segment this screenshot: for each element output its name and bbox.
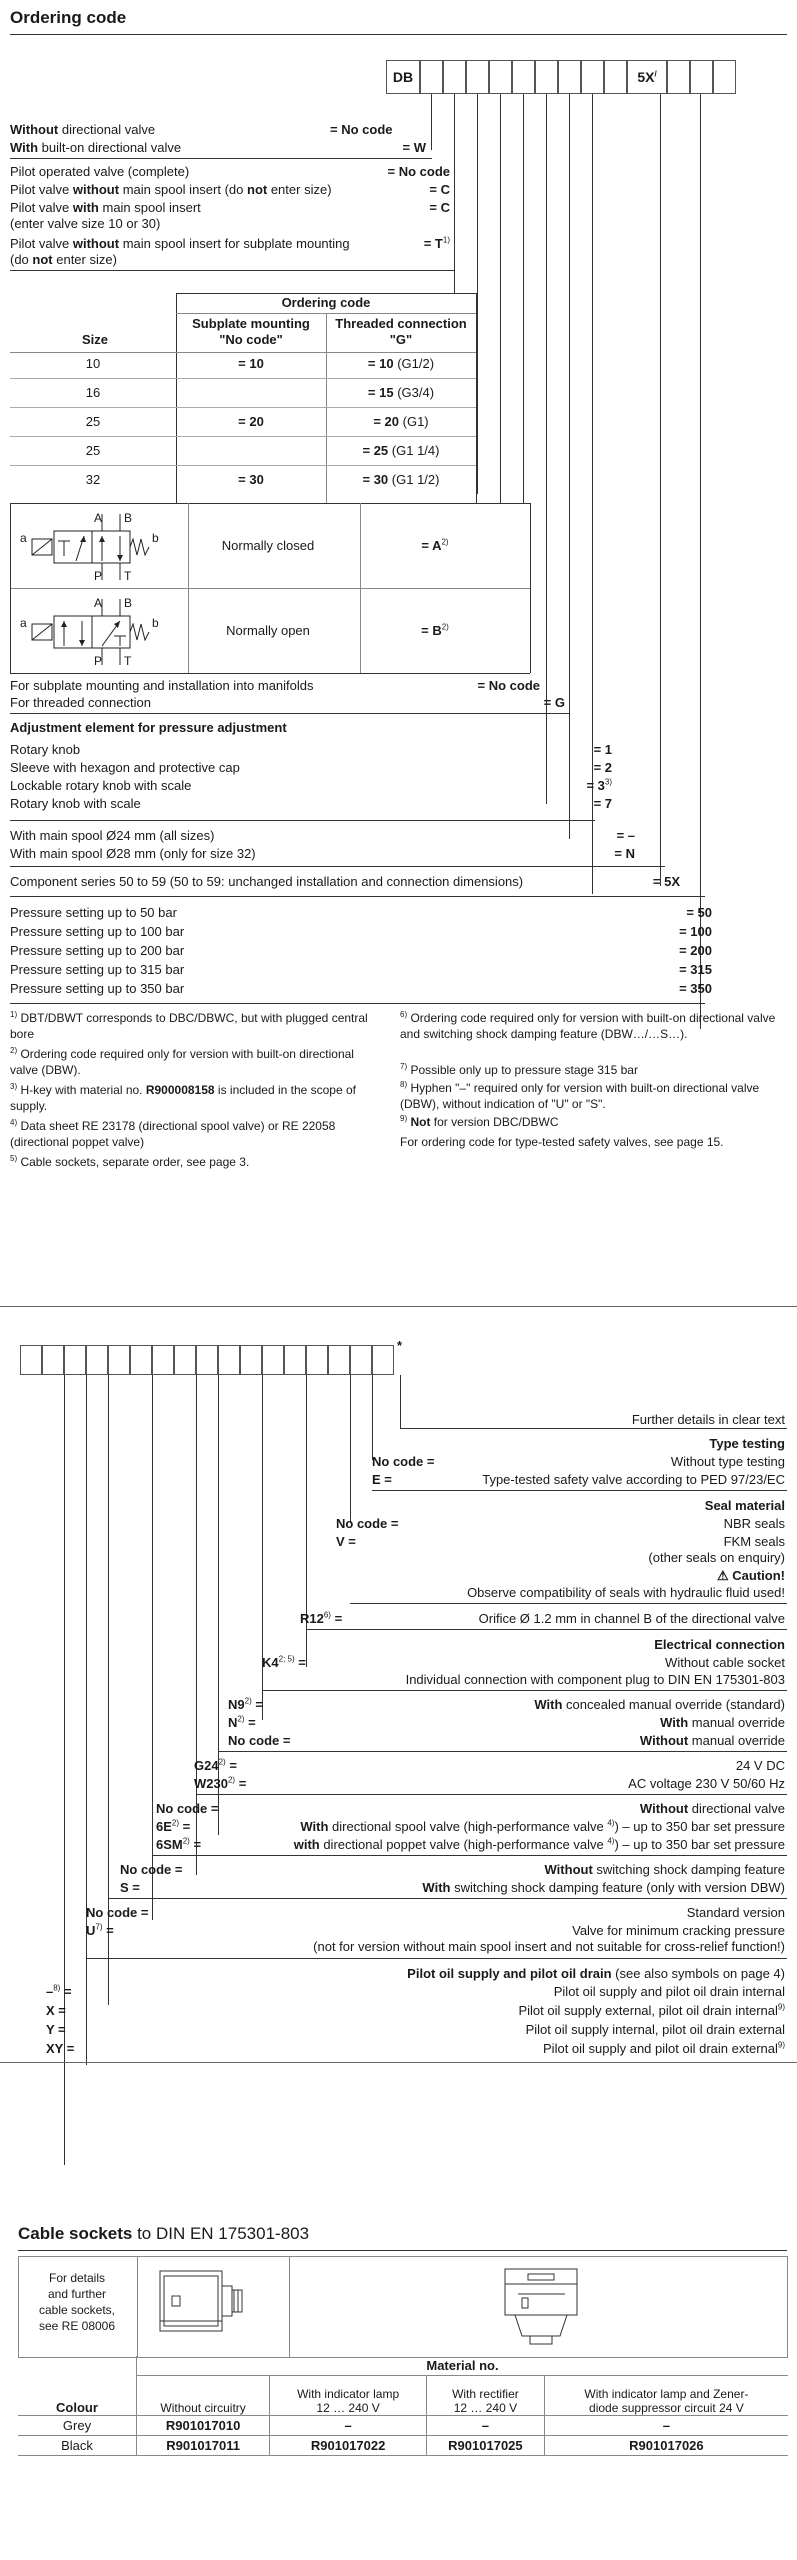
nc-side-a: a [20, 531, 27, 545]
dv-with-code: = W [402, 140, 426, 155]
code-box [262, 1345, 284, 1375]
pilot-oil-val: Pilot oil supply and pilot oil drain internal [553, 1984, 785, 1999]
pilot-without-insert-code: = C [429, 182, 450, 197]
footnote: $^{1)}$ DBT/DBWT corresponds to DBC/DBWC, but with plugged central bore [10, 1010, 368, 1041]
title-rule [10, 34, 787, 35]
pilot-subplate-code: = $T^{1)}$ [423, 235, 450, 251]
no-side-a: a [20, 616, 27, 630]
nc-label: Normally closed [221, 538, 315, 553]
threaded-cell: = 30 (G1 1/2) [362, 472, 440, 487]
pressure-code: = 200 [679, 943, 712, 958]
pilot-oil-key: Y = [46, 2022, 66, 2037]
code-box [350, 1345, 372, 1375]
code-box [20, 1345, 42, 1375]
cable-details-4: see RE 08006 [38, 2319, 116, 2333]
seal-title: Seal material [704, 1498, 785, 1513]
cable-details-3: cable sockets, [38, 2303, 116, 2317]
threaded-cell: = 25 (G1 1/4) [362, 443, 440, 458]
mounting-threaded-label: For threaded connection [10, 695, 151, 710]
cell-material: R901017011 [137, 2436, 270, 2456]
pilot-oil-title: Pilot oil supply and pilot oil drain (see also symbols on page 4) [407, 1966, 785, 1981]
cell-colour: Grey [18, 2416, 137, 2436]
row-divider [10, 378, 476, 379]
row-divider [10, 407, 476, 408]
footnote: $^{9)}$ Not for version DBC/DBWC [400, 1114, 559, 1129]
footnote: For ordering code for type-tested safety valves, see page 15. [400, 1135, 724, 1149]
footnote: $^{8)}$ Hyphen "–" required only for version with built-on directional valve (DBW), without indication of "U" or "S". [400, 1080, 760, 1111]
code-box [284, 1345, 306, 1375]
series-code: = 5X [652, 874, 680, 889]
orifice-key: $R12^{6)}$ = [300, 1610, 343, 1626]
threaded-cell: = 10 (G1/2) [367, 356, 435, 371]
pressure-label: Pressure setting up to 315 bar [10, 962, 185, 977]
pilot-size-note: (enter valve size 10 or 30) [10, 216, 161, 231]
nc-code: = $A^{2)}$ [421, 537, 449, 553]
pilot-subplate-note: (do not enter size) [10, 252, 117, 267]
table-row [18, 2416, 788, 2436]
dv-without-label: Without directional valve [10, 122, 156, 137]
code-box [667, 60, 690, 94]
code-box [218, 1345, 240, 1375]
size-cell: 10 [85, 356, 101, 371]
series-label: Component series 50 to 59 (50 to 59: unchanged installation and connection dimensions) [10, 874, 524, 889]
table-row [18, 2436, 788, 2456]
dv-6sm-key: $6SM^{2)}$ = [156, 1836, 202, 1852]
col-subplate-2: "No code" [219, 332, 283, 347]
cracking-nocode-val: Standard version [686, 1905, 785, 1920]
cable-socket-side-drawing [150, 2266, 270, 2346]
section-title-ordering-code: Ordering code [10, 8, 127, 27]
cell-material: R901017010 [137, 2416, 270, 2436]
warning-icon: ⚠ [717, 1568, 729, 1583]
cable-details-2: and further [47, 2287, 107, 2301]
mounting-subplate-label: For subplate mounting and installation into manifolds [10, 678, 314, 693]
dv-without-code: = No code [330, 122, 393, 137]
code-box [240, 1345, 262, 1375]
col-header-4: With indicator lamp and Zener- diode suppressor circuit 24 V [544, 2376, 788, 2416]
cable-details-1: For details [48, 2271, 106, 2285]
pressure-code: = 50 [686, 905, 712, 920]
code-box-series: 5X/ [627, 60, 667, 94]
cable-sockets-images-row [18, 2256, 788, 2358]
cracking-u-val2: (not for version without main spool insert and not suitable for cross-relief function!) [313, 1939, 785, 1954]
dv-6e-val: With directional spool valve (high-performance valve $^{4)}$) – up to 350 bar set pressure [300, 1818, 785, 1834]
shock-s-key: S = [120, 1880, 140, 1895]
n-val: With manual override [660, 1715, 785, 1730]
dv-6sm-val: with directional poppet valve (high-performance valve $^{4)}$) – up to 350 bar set pressure [293, 1836, 785, 1852]
subplate-cell: = 30 [238, 472, 264, 487]
code-box [328, 1345, 350, 1375]
seal-v-key: V = [336, 1534, 356, 1549]
code-box [42, 1345, 64, 1375]
nc-port-t: T [124, 569, 132, 583]
seal-v-val: FKM seals [723, 1534, 785, 1549]
code-box [581, 60, 604, 94]
n9-key: $N9^{2)}$ = [228, 1696, 263, 1712]
threaded-cell: = 20 (G1) [373, 414, 429, 429]
code-box [130, 1345, 152, 1375]
seal-nocode-val: NBR seals [723, 1516, 785, 1531]
subplate-cell: = 20 [238, 414, 264, 429]
size-table-group-header: Ordering code [281, 295, 371, 310]
code-box [420, 60, 443, 94]
shock-nocode-val: Without switching shock damping feature [544, 1862, 785, 1877]
shock-nocode-key: No code = [120, 1862, 183, 1877]
nc-port-b: B [124, 511, 133, 525]
pilot-complete-label: Pilot operated valve (complete) [10, 164, 190, 179]
g24-val: 24 V DC [735, 1758, 785, 1773]
col-header-1: Without circuitry [137, 2376, 270, 2416]
size-cell: 25 [85, 414, 101, 429]
pressure-label: Pressure setting up to 100 bar [10, 924, 185, 939]
adjust-item-label: Sleeve with hexagon and protective cap [10, 760, 240, 775]
adjust-item-label: Rotary knob with scale [10, 796, 141, 811]
col-header-3: With rectifier 12 … 240 V [426, 2376, 544, 2416]
k4-key: $K4^{2; 5)}$ = [262, 1654, 306, 1670]
tt-e-val: Type-tested safety valve according to PED 97/23/EC [482, 1472, 785, 1487]
material-no-header: Material no. [137, 2356, 789, 2376]
code-box [152, 1345, 174, 1375]
code-box [306, 1345, 328, 1375]
orifice-val: Orifice Ø 1.2 mm in channel B of the directional valve [478, 1611, 785, 1626]
seal-caution: ⚠ Caution! [717, 1568, 785, 1583]
type-testing-title: Type testing [709, 1436, 785, 1451]
code-box [535, 60, 558, 94]
code-box [372, 1345, 394, 1375]
no-side-b: b [152, 616, 159, 630]
cell-material: – [544, 2416, 788, 2436]
nc-side-b: b [152, 531, 159, 545]
adjust-item-label: Lockable rotary knob with scale [10, 778, 192, 793]
n-key: $N^{2)}$ = [228, 1714, 256, 1730]
adjust-item-code: = $3^{3)}$ [586, 777, 612, 793]
cable-material-table [18, 2356, 788, 2456]
pressure-code: = 100 [679, 924, 712, 939]
footnote: $^{5)}$ Cable sockets, separate order, see page 3. [10, 1154, 250, 1169]
code-box [86, 1345, 108, 1375]
star-mark: * [397, 1338, 403, 1353]
adjust-item-code: = 1 [593, 742, 612, 757]
adjust-title: Adjustment element for pressure adjustment [10, 720, 287, 735]
cell-material: R901017022 [270, 2436, 427, 2456]
k4-val1: Without cable socket [665, 1655, 785, 1670]
cracking-nocode-key: No code = [86, 1905, 149, 1920]
cell-colour: Black [18, 2436, 137, 2456]
seal-nocode-key: No code = [336, 1516, 399, 1531]
code-box [443, 60, 466, 94]
pilot-without-insert-label: Pilot valve without main spool insert (do not enter size) [10, 182, 332, 197]
pressure-label: Pressure setting up to 350 bar [10, 981, 185, 996]
no-port-t: T [124, 654, 132, 668]
spool-24-label: With main spool Ø24 mm (all sizes) [10, 828, 215, 843]
dv-with-label: With built-on directional valve [10, 140, 182, 155]
col-subplate-1: Subplate mounting [192, 316, 310, 331]
override-nocode-val: Without manual override [639, 1733, 785, 1748]
no-code: = $B^{2)}$ [421, 622, 449, 638]
threaded-cell: = 15 (G3/4) [367, 385, 435, 400]
pressure-label: Pressure setting up to 200 bar [10, 943, 185, 958]
pilot-with-insert-label: Pilot valve with main spool insert [10, 200, 201, 215]
code-box [558, 60, 581, 94]
row-divider [10, 465, 476, 466]
code-box [489, 60, 512, 94]
size-cell: 32 [85, 472, 101, 487]
electrical-title: Electrical connection [654, 1637, 785, 1652]
no-label: Normally open [226, 623, 310, 638]
seal-v-note: (other seals on enquiry) [648, 1550, 785, 1565]
code-box-db: DB [386, 60, 420, 94]
further-details: Further details in clear text [631, 1412, 785, 1427]
pressure-code: = 350 [679, 981, 712, 996]
pilot-complete-code: = No code [387, 164, 450, 179]
code-box [512, 60, 535, 94]
mounting-threaded-code: = G [543, 695, 565, 710]
n9-val: With concealed manual override (standard) [534, 1697, 785, 1712]
tt-nocode-key: No code = [372, 1454, 435, 1469]
tt-nocode-val: Without type testing [670, 1454, 785, 1469]
spool-28-label: With main spool Ø28 mm (only for size 32) [10, 846, 256, 861]
cracking-u-key: $U^{7)}$ = [86, 1922, 114, 1938]
cell-material: R901017026 [544, 2436, 788, 2456]
no-port-p: P [94, 654, 103, 668]
adjust-item-code: = 7 [593, 796, 612, 811]
no-port-a: A [94, 596, 103, 610]
pilot-oil-key: X = [46, 2003, 66, 2018]
seal-caution-note: Observe compatibility of seals with hydraulic fluid used! [467, 1585, 785, 1600]
tt-e-key: E = [372, 1472, 392, 1487]
spool-28-code: = N [614, 846, 635, 861]
col-size: Size [81, 332, 108, 347]
subplate-cell: = 10 [238, 356, 264, 371]
cell-material: – [426, 2416, 544, 2436]
nc-port-p: P [94, 569, 103, 583]
dv-nocode-key: No code = [156, 1801, 219, 1816]
override-nocode-key: No code = [228, 1733, 291, 1748]
adjust-item-label: Rotary knob [10, 742, 81, 757]
pilot-oil-val: Pilot oil supply internal, pilot oil drain external [525, 2022, 785, 2037]
footnote: $^{3)}$ H-key with material no. R900008158 is included in the scope of supply. [10, 1082, 356, 1113]
pilot-subplate-label: Pilot valve without main spool insert for subplate mounting [10, 236, 350, 251]
col-colour: Colour [18, 2376, 137, 2416]
footnote: $^{7)}$ Possible only up to pressure stage 315 bar [400, 1062, 638, 1077]
pressure-code: = 315 [679, 962, 712, 977]
footnote: $^{6)}$ Ordering code required only for version with built-on directional valve and switching shock damping feature (DBW…/…S…). [400, 1010, 776, 1041]
no-port-b: B [124, 596, 133, 610]
footnote: $^{4)}$ Data sheet RE 23178 (directional spool valve) or RE 22058 (directional poppet valve) [10, 1118, 336, 1149]
col-header-2: With indicator lamp 12 … 240 V [270, 2376, 427, 2416]
cell-material: – [270, 2416, 427, 2436]
adjust-item-code: = 2 [593, 760, 612, 775]
footnote: $^{2)}$ Ordering code required only for version with built-on directional valve (DBW). [10, 1046, 354, 1077]
cracking-u-val1: Valve for minimum cracking pressure [572, 1923, 785, 1938]
shock-s-val: With switching shock damping feature (only with version DBW) [422, 1880, 785, 1895]
col-threaded-2: "G" [389, 332, 413, 347]
code-box [108, 1345, 130, 1375]
pilot-oil-val: Pilot oil supply and pilot oil drain external$^{9)}$ [543, 2040, 785, 2056]
spool-24-code: = – [616, 828, 635, 843]
code-box [64, 1345, 86, 1375]
pilot-oil-key: XY = [46, 2041, 75, 2056]
cell-material: R901017025 [426, 2436, 544, 2456]
cable-sockets-title: Cable sockets to DIN EN 175301-803 [18, 2224, 310, 2243]
code-box [466, 60, 489, 94]
code-box [690, 60, 713, 94]
row-divider [10, 436, 476, 437]
code-box [604, 60, 627, 94]
pressure-label: Pressure setting up to 50 bar [10, 905, 177, 920]
w230-key: $W230^{2)}$ = [194, 1775, 247, 1791]
pilot-oil-key: –$^{8)}$ = [46, 1983, 72, 1999]
k4-val2: Individual connection with component plug to DIN EN 175301-803 [405, 1672, 785, 1687]
col-threaded-1: Threaded connection [335, 316, 467, 331]
dv-6e-key: $6E^{2)}$ = [156, 1818, 191, 1834]
dv-nocode-val: Without directional valve [639, 1801, 785, 1816]
mounting-subplate-code: = No code [477, 678, 540, 693]
code-box [174, 1345, 196, 1375]
size-cell: 25 [85, 443, 101, 458]
code-box [196, 1345, 218, 1375]
cable-socket-angle-drawing [470, 2264, 610, 2348]
size-cell: 16 [85, 385, 101, 400]
w230-val: AC voltage 230 V 50/60 Hz [628, 1776, 785, 1791]
nc-port-a: A [94, 511, 103, 525]
g24-key: $G24^{2)}$ = [194, 1757, 237, 1773]
pilot-oil-val: Pilot oil supply external, pilot oil drain internal$^{9)}$ [518, 2002, 785, 2018]
pilot-with-insert-code: = C [429, 200, 450, 215]
code-box [713, 60, 736, 94]
